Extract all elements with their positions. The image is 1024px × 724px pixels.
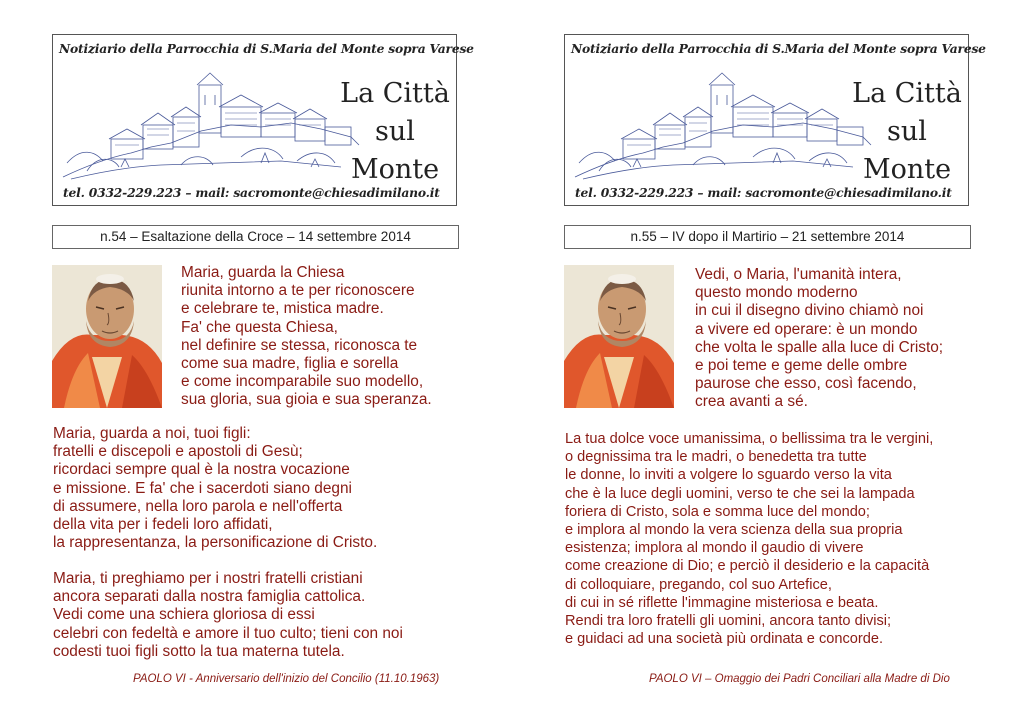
verse-line: Maria, guarda la Chiesa [181,264,345,281]
masthead-title [340,75,450,189]
verse-line: crea avanti a sé. [695,393,808,411]
verse-line: e come incomparabile suo modello, [181,373,424,391]
right-page [512,0,1024,724]
masthead-contact: tel. 0332-229.223 – mail: sacromonte@chiesadimilano.it [63,185,440,200]
verse-line: nel definire se stessa, riconosca te [181,336,418,354]
verse-line: che è la luce degli uomini, verso te che sei la lampada [565,485,915,502]
prayer-stanza-1 [695,266,943,412]
verse-line: a vivere ed operare: è un mondo [695,320,918,338]
verse-line: ancora separati dalla nostra famiglia cattolica. [53,588,366,606]
masthead-title [852,75,962,189]
verse-line: paurose che esso, così facendo, [695,375,917,393]
masthead [564,34,986,206]
prayer-stanza-3 [53,570,403,661]
verse-line: e missione. E fa' che i sacerdoti siano degni [53,479,352,497]
verse-line: o degnissima tra le madri, o benedetta tra tutte [565,449,867,466]
verse-line: e poi teme e geme delle ombre [695,357,908,375]
verse-line: e implora al mondo la vera scienza della sua propria [565,522,903,539]
title-line: La Città [852,78,962,109]
prayer-stanza-2 [565,430,933,648]
verse-line: come sua madre, figlia e sorella [181,355,399,373]
verse-line: in cui il disegno divino chiamò noi [695,302,924,320]
verse-line: di cui in sé riflette l'immagine misteriosa e beata. [565,594,879,611]
verse-line: le donne, lo inviti a volgere lo sguardo verso la vita [565,467,892,484]
verse-line: di colloquiare, pregando, col suo Artefice, [565,576,832,593]
verse-line: fratelli e discepoli e apostoli di Gesù; [53,443,303,461]
verse-line: come creazione di Dio; e perciò il desiderio e la capacità [565,558,930,575]
verse-line: riunita intorno a te per riconoscere [181,282,415,300]
verse-line: foriera di Cristo, sola e somma luce del mondo; [565,503,870,520]
title-line: Monte [862,154,952,185]
verse-line: questo mondo moderno [695,284,858,302]
verse-line: Vedi come una schiera gloriosa di essi [53,606,315,624]
verse-line: sua gloria, sua gioia e sua speranza. [181,391,432,409]
verse-line: la rappresentanza, la personificazione di Cristo. [53,534,378,552]
pope-portrait-image [564,265,674,408]
prayer-stanza-1 [181,264,432,410]
verse-line: e guidaci ad una società più ordinata e concorde. [565,631,884,648]
verse-line: Fa' che questa Chiesa, [181,318,338,336]
masthead-subtitle: Notiziario della Parrocchia di S.Maria del Monte sopra Varese [59,41,474,56]
title-line: sul [375,116,415,147]
title-line: La Città [340,78,450,109]
verse-line: Vedi, o Maria, l'umanità intera, [695,266,902,283]
verse-line: celebri con fedeltà e amore il tuo culto; tieni con noi [53,624,403,642]
source-caption: PAOLO VI - Anniversario dell'inizio del Concilio (11.10.1963) [133,673,440,685]
verse-line: della vita per i fedeli loro affidati, [53,516,273,534]
masthead-subtitle: Notiziario della Parrocchia di S.Maria del Monte sopra Varese [571,41,986,56]
verse-line: Maria, ti preghiamo per i nostri fratelli cristiani [53,570,363,587]
verse-line: La tua dolce voce umanissima, o bellissima tra le vergini, [565,431,934,447]
masthead [52,34,474,206]
village-sketch-illustration [573,67,873,185]
source-caption: PAOLO VI – Omaggio dei Padri Conciliari alla Madre di Dio [649,673,950,685]
verse-line: Maria, guarda a noi, tuoi figli: [53,425,251,442]
verse-line: che volta le spalle alla luce di Cristo; [695,338,944,356]
verse-line: di assumere, nella loro parola e nell'offerta [53,497,343,515]
village-sketch-illustration [61,67,361,185]
verse-line: ricordaci sempre qual è la nostra vocazione [53,461,350,479]
issue-banner: n.55 – IV dopo il Martirio – 21 settembre 2014 [564,225,971,249]
verse-line: esistenza; implora al mondo il gaudio di vivere [565,540,864,557]
verse-line: codesti tuoi figli sotto la tua materna tutela. [53,642,345,660]
masthead-contact: tel. 0332-229.223 – mail: sacromonte@chiesadimilano.it [575,185,952,200]
prayer-stanza-2 [53,425,377,552]
title-line: sul [887,116,927,147]
verse-line: e celebrare te, mistica madre. [181,300,384,318]
issue-banner: n.54 – Esaltazione della Croce – 14 settembre 2014 [52,225,459,249]
title-line: Monte [350,154,440,185]
verse-line: Rendi tra loro fratelli gli uomini, ancora tanto divisi; [565,613,892,630]
pope-portrait-image [52,265,162,408]
